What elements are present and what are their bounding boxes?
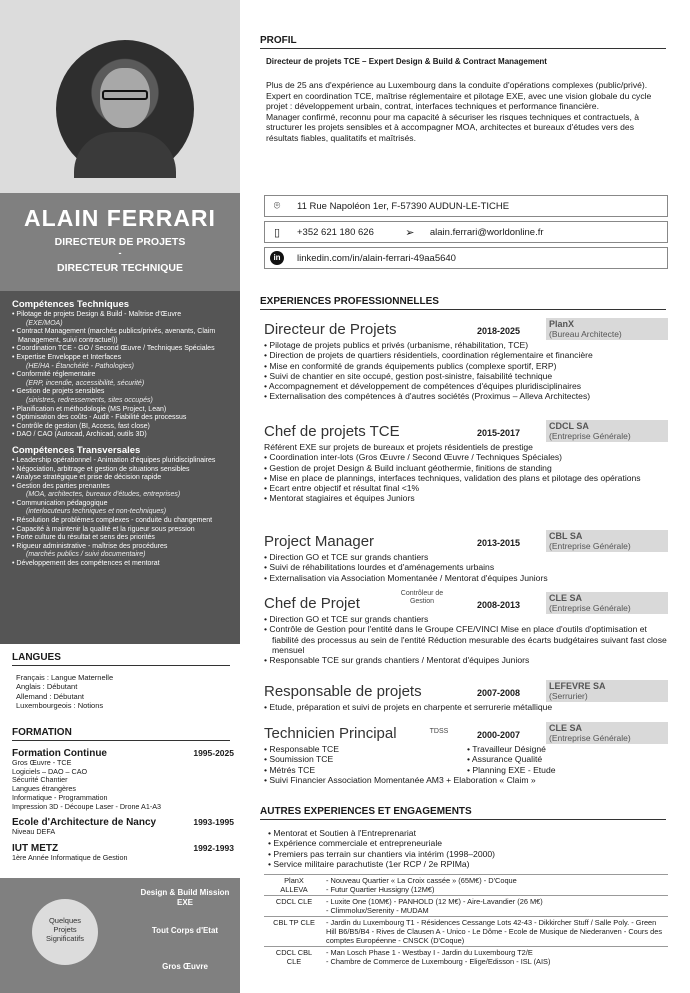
job-years: 2008-2013 [477, 600, 521, 610]
skill-item: • Forte culture du résultat et sens des priorités [12, 534, 155, 542]
formation-name: Ecole d'Architecture de Nancy [12, 817, 157, 829]
skill-item: • Rigueur administrative - maîtrise des procédures [12, 542, 168, 550]
project-company: ALLEVA [280, 885, 308, 894]
job-bullet: • Etude, préparation et suivi de projets en charpente et serrurerie métallique [264, 702, 553, 712]
profil-paragraph: Manager confirmé, reconnu pour ma capacité à sécuriser les risques techniques et contractuels, à structurer les projets sensibles et à accompagner MOA, architectes et bureaux d'études vers des résultats fiables, qualitatifs et maîtrisés. [266, 111, 640, 143]
project-label [264, 947, 324, 968]
company-name: CLE SA [549, 723, 583, 733]
linkedin-icon: in [265, 251, 289, 265]
project-label [264, 875, 324, 896]
job-bullet: • Externalisation des compétences à d'autres sociétés (Proximus – Alleva Architectes) [264, 391, 591, 402]
formation-title: FORMATION [12, 727, 230, 741]
project-details [324, 947, 668, 968]
email[interactable]: alain.ferrari@worldonline.fr [429, 226, 544, 238]
job-bullet: • Direction de projets de quartiers résidentiels, coordination réglementaire et financière [264, 350, 593, 361]
job-col-right [467, 744, 670, 775]
skill-item: • Négociation, arbitrage et gestion de situations sensibles [12, 465, 190, 473]
job-title: Directeur de Projets [264, 321, 397, 338]
project-details [324, 896, 668, 917]
profil-paragraph: Plus de 25 ans d'expérience au Luxembourg dans la conduite d'opérations complexes (public/privé). [266, 80, 648, 90]
job-bullet: • Métrés TCE [264, 764, 316, 775]
skill-detail: (EXE/MOA) [26, 319, 63, 327]
skill-item: • Conformité réglementaire [12, 371, 96, 379]
phone-email-row [264, 221, 668, 243]
skill-detail: (marchés publics / suivi documentaire) [26, 551, 146, 559]
company-type: (Entreprise Générale) [549, 541, 631, 551]
skill-detail: (interlocuteurs techniques et non-techniques) [26, 508, 167, 516]
autres-item: • Premiers pas terrain sur chantiers via intérim (1998–2000) [268, 848, 496, 859]
experience-title: EXPERIENCES PROFESSIONNELLES [260, 296, 666, 310]
autres-list [268, 828, 666, 869]
job-bullet: • Suivi de chantier en site occupé, gestion post-sinistre, faisabilité technique [264, 370, 553, 381]
circle-line: Projets [53, 925, 77, 934]
company-type: (Serrurier) [549, 691, 588, 701]
company-name: CLE SA [549, 593, 583, 603]
company-type: (Entreprise Générale) [549, 431, 631, 441]
name-area [0, 193, 240, 291]
skill-item: • Communication pédagogique [12, 499, 108, 507]
formation-name: IUT METZ [12, 842, 59, 854]
skill-item: • Pilotage de projets Design & Build - Maîtrise d'Œuvre [12, 311, 182, 318]
job-entry [264, 530, 670, 583]
skill-detail: (sinistres, redressements, sites occupés) [26, 396, 153, 404]
project-line: - Chambre de Commerce de Luxembourg - Elige/Edisson - ISL (AIS) [326, 957, 551, 966]
langues-title: LANGUES [12, 652, 230, 666]
job-header [264, 530, 670, 552]
job-title: Technicien Principal [264, 725, 397, 742]
project-row [264, 875, 668, 896]
job-bullet: • Responsable TCE sur grands chantiers / Mentorat d'équipes Juniors [264, 655, 530, 666]
skills-panel [0, 291, 240, 644]
project-category: Design & Build Mission EXE [140, 888, 230, 907]
project-label [264, 896, 324, 917]
photo-area [0, 0, 240, 193]
company-name: CDCL SA [549, 421, 589, 431]
skill-detail: (MOA, architectes, bureaux d'études, entreprises) [26, 491, 181, 499]
address-row [264, 195, 668, 217]
skill-item: • DAO / CAO (Autocad, Archicad, outils 3D) [12, 431, 147, 439]
formation-lines [12, 854, 238, 863]
skill-item: • Contract Management (marchés publics/privés, avenants, Claim Management, suivi contractuel)) [12, 328, 216, 344]
project-row [264, 917, 668, 947]
skill-item: • Gestion de projets sensibles [12, 388, 105, 396]
job-title-1: DIRECTEUR DE PROJETS [54, 236, 186, 248]
skill-item: • Développement des compétences et mentorat [12, 560, 160, 568]
project-line: - Man Losch Phase 1 - Westbay I - Jardin du Luxembourg T2/E [326, 948, 533, 957]
job-bullet: • Mise en conformité de grands équipements publics (complexe sportif, ERP) [264, 360, 557, 371]
langue-item: Anglais : Débutant [16, 682, 78, 692]
tech-skills-list [12, 311, 230, 440]
formation-line: Sécurité Chantier [12, 775, 68, 785]
skill-detail: (HE/HA - Étanchéité - Pathologies) [26, 362, 134, 370]
skill-item: • Analyse stratégique et prise de décision rapide [12, 474, 162, 482]
job-bullet: • Direction GO et TCE sur grands chantiers [264, 614, 429, 624]
job-entry [264, 680, 670, 712]
company-box [546, 722, 668, 744]
job-years: 2013-2015 [477, 538, 521, 548]
company-name: PlanX [549, 319, 575, 329]
profile-photo [56, 40, 194, 178]
skill-detail: (ERP, incendie, accessibilité, sécurité) [26, 379, 145, 387]
skill-item: • Optimisation des coûts - Audit - Fiabilité des processus [12, 414, 187, 422]
company-box [546, 530, 668, 552]
project-details [324, 875, 668, 896]
trans-skills-title: Compétences Transversales [12, 444, 141, 456]
trans-skills-list [12, 457, 230, 569]
job-bullet: • Assurance Qualité [467, 754, 543, 765]
skill-item: • Leadership opérationnel - Animation d'équipes pluridisciplinaires [12, 456, 216, 464]
skill-item: • Capacité à maintenir la qualité et la rigueur sous pression [12, 525, 195, 533]
job-bullet: • Suivi Financier Association Momentanée AM3 + Elaboration « Claim » [264, 774, 536, 785]
left-column [0, 0, 240, 993]
circle-line: Significatifs [46, 934, 84, 943]
formation-years: 1993-1995 [193, 817, 234, 828]
formation-line: Niveau DEFA [12, 827, 56, 837]
job-bullet: • Soumission TCE [264, 754, 334, 765]
project-row [264, 947, 668, 968]
project-category: Gros Œuvre [162, 962, 208, 971]
project-details [324, 917, 668, 947]
tech-skills-title: Compétences Techniques [12, 299, 130, 310]
job-bullet: • Travailleur Désigné [467, 744, 546, 754]
job-bullet: • Direction GO et TCE sur grands chantiers [264, 552, 429, 562]
job-years: 2000-2007 [477, 730, 521, 740]
formation-line: Gros Œuvre - TCE [12, 758, 72, 767]
project-line: - Luxite One (10M€) - PANHOLD (12 M€) - Aire-Lavandier (26 M€) [326, 897, 543, 906]
project-line: - Jardin du Luxembourg T1 - Résidences Cessange Lots 42-43 - Dikkircher Stuff / Salle Poly. - Green Hill B6/B5/B4 - Rives de Clausen A - Unico - Le Dôme - Ecole de Musique de Niederanven - Cours des comptes Européenne - CNSCK (D'Coque) [326, 918, 663, 945]
job-bullet: • Accompagnement et développement de compétences d'équipes pluridisciplinaires [264, 381, 582, 392]
formation-line: Informatique - Programmation [12, 792, 108, 802]
linkedin-row [264, 247, 668, 269]
job-entry [264, 592, 670, 665]
company-type: (Bureau Architecte) [549, 329, 622, 339]
project-company: CBL TP CLE [273, 918, 315, 927]
job-bullet: • Planning EXE - Etude [467, 764, 556, 775]
autres-item: • Expérience commerciale et entrepreneuriale [268, 838, 443, 849]
job-bullet: • Ecart entre objectif et résultat final <1% [264, 483, 420, 494]
autres-item: • Mentorat et Soutien à l'Entreprenariat [268, 828, 416, 838]
formation-line: Logiciels – DAO – CAO [12, 766, 88, 776]
projects-table [264, 874, 668, 967]
projects-circle [32, 899, 98, 965]
job-bullet: • Pilotage de projets publics et privés (urbanisme, réhabilitation, TCE) [264, 340, 529, 350]
job-bullet: • Coordination inter-lots (Gros Œuvre / Second Œuvre / Techniques Spéciales) [264, 452, 563, 463]
autres-title: AUTRES EXPERIENCES ET ENGAGEMENTS [260, 806, 666, 820]
job-entry [264, 420, 670, 504]
skill-item: • Gestion des parties prenantes [12, 482, 110, 490]
job-years: 2018-2025 [477, 326, 521, 336]
formation-line: Impression 3D - Découpe Laser - Drone A1-A3 [12, 801, 162, 811]
project-label [264, 917, 324, 947]
company-type: (Entreprise Générale) [549, 603, 631, 613]
company-name: CBL SA [549, 531, 583, 541]
autres-item: • Service militaire parachutiste (1er RCP / 2e RPIMa) [268, 858, 470, 869]
skill-item: • Résolution de problèmes complexes - conduite du changement [12, 517, 213, 525]
job-note: TDSS [429, 728, 449, 735]
project-row [264, 896, 668, 917]
job-years: 2015-2017 [477, 428, 521, 438]
job-bullet: • Gestion de projet Design & Build incluant géothermie, finitions de standing [264, 462, 552, 473]
job-bullet: • Externalisation via Association Momentanée / Mentorat d'équipes Juniors [264, 572, 548, 583]
job-entry [264, 722, 670, 785]
job-bullet: • Suivi de réhabilitations lourdes et d'aménagements urbains [264, 562, 495, 573]
job-bullet: • Responsable TCE [264, 744, 339, 754]
job-bullet: • Mentorat stagiaires et équipes Juniors [264, 493, 415, 504]
phone[interactable]: +352 621 180 626 [297, 226, 374, 238]
job-header [264, 318, 670, 340]
profil-paragraph: Expert en coordination TCE, maîtrise réglementaire et pilotage EXE, avec une vision globale du cycle projet : développement urbain, contrat, interfaces techniques et performance financière. [266, 90, 652, 112]
formation-list [12, 748, 238, 863]
job-header [264, 680, 670, 702]
project-line: - Climmolux/Serenity - MUDAM [326, 906, 429, 915]
company-box [546, 680, 668, 702]
job-title: Chef de Projet [264, 595, 360, 612]
job-years: 2007-2008 [477, 688, 521, 698]
address: 11 Rue Napoléon 1er, F-57390 AUDUN-LE-TICHE [297, 200, 510, 212]
job-entry [264, 318, 670, 402]
project-company: PlanX [284, 876, 304, 885]
circle-line: Quelques [48, 916, 82, 925]
linkedin-link[interactable]: linkedin.com/in/alain-ferrari-49aa5640 [297, 252, 456, 264]
company-type: (Entreprise Générale) [549, 733, 631, 743]
formation-lines [12, 828, 238, 837]
project-category: Tout Corps d'Etat [151, 926, 219, 935]
profil-headline: Directeur de projets TCE – Expert Design & Build & Contract Management [266, 57, 547, 66]
langues-list [16, 673, 113, 711]
job-header [264, 420, 670, 442]
formation-years: 1992-1993 [193, 842, 234, 853]
langue-item: Luxembourgeois : Notions [16, 701, 104, 711]
job-intro: Référent EXE sur projets de bureaux et projets résidentiels de prestige [264, 442, 533, 452]
projects-summary [0, 878, 240, 993]
formation-line: 1ère Année Informatique de Gestion [12, 852, 128, 862]
project-company: CLE [286, 957, 302, 966]
project-line: - Nouveau Quartier « La Croix cassée » (65M€) - D'Coque [326, 876, 517, 885]
job-columns [264, 744, 670, 775]
job-title-2: DIRECTEUR TECHNIQUE [56, 262, 183, 274]
send-icon: ➢ [405, 226, 415, 239]
job-bullet: • Contrôle de Gestion pour l'entité dans le Groupe CFE/VINCI Mise en place d'outils d'optimisation et fiabilité des processus au sein de l'entité Réduction mesurable des écarts budgétaires suivant fast close mensuel [264, 624, 667, 655]
candidate-name: ALAIN FERRARI [24, 205, 216, 231]
skill-item: • Planification et méthodologie (MS Project, Lean) [12, 405, 167, 413]
formation-name: Formation Continue [12, 748, 107, 759]
skill-item: • Expertise Enveloppe et Interfaces [12, 353, 122, 361]
skill-item: • Coordination TCE - GO / Second Œuvre / Techniques Spéciales [12, 345, 215, 353]
job-bullet: • Mise en place de plannings, interfaces techniques, validation des plans et pilotage des opérations [264, 472, 641, 483]
formation-lines [12, 759, 238, 811]
project-line: - Futur Quartier Hussigny (12M€) [326, 885, 435, 894]
job-col-left [264, 744, 467, 775]
formation-years: 1995-2025 [193, 748, 234, 758]
company-name: LEFEVRE SA [549, 681, 606, 691]
formation-line: Langues étrangères [12, 784, 76, 794]
job-header [264, 592, 670, 614]
profil-body [266, 80, 666, 144]
location-pin-icon: ⌾ [273, 199, 281, 212]
job-title: Project Manager [264, 533, 375, 550]
langue-item: Français : Langue Maternelle [16, 673, 114, 682]
skill-item: • Contrôle de gestion (BI, Access, fast close) [12, 422, 150, 430]
job-title: Chef de projets TCE [264, 423, 400, 440]
langue-item: Allemand : Débutant [16, 691, 84, 701]
profil-title: PROFIL [260, 35, 666, 49]
company-box [546, 318, 668, 340]
job-note: Contrôleur de Gestion [400, 590, 444, 605]
project-company: CDCL CBL [275, 948, 313, 957]
job-header [264, 722, 670, 744]
phone-icon: ▯ [273, 226, 281, 239]
job-title: Responsable de projets [264, 683, 422, 700]
company-box [546, 592, 668, 614]
project-company: CDCL CLE [275, 897, 313, 906]
job-title-separator: - [118, 248, 122, 258]
company-box [546, 420, 668, 442]
